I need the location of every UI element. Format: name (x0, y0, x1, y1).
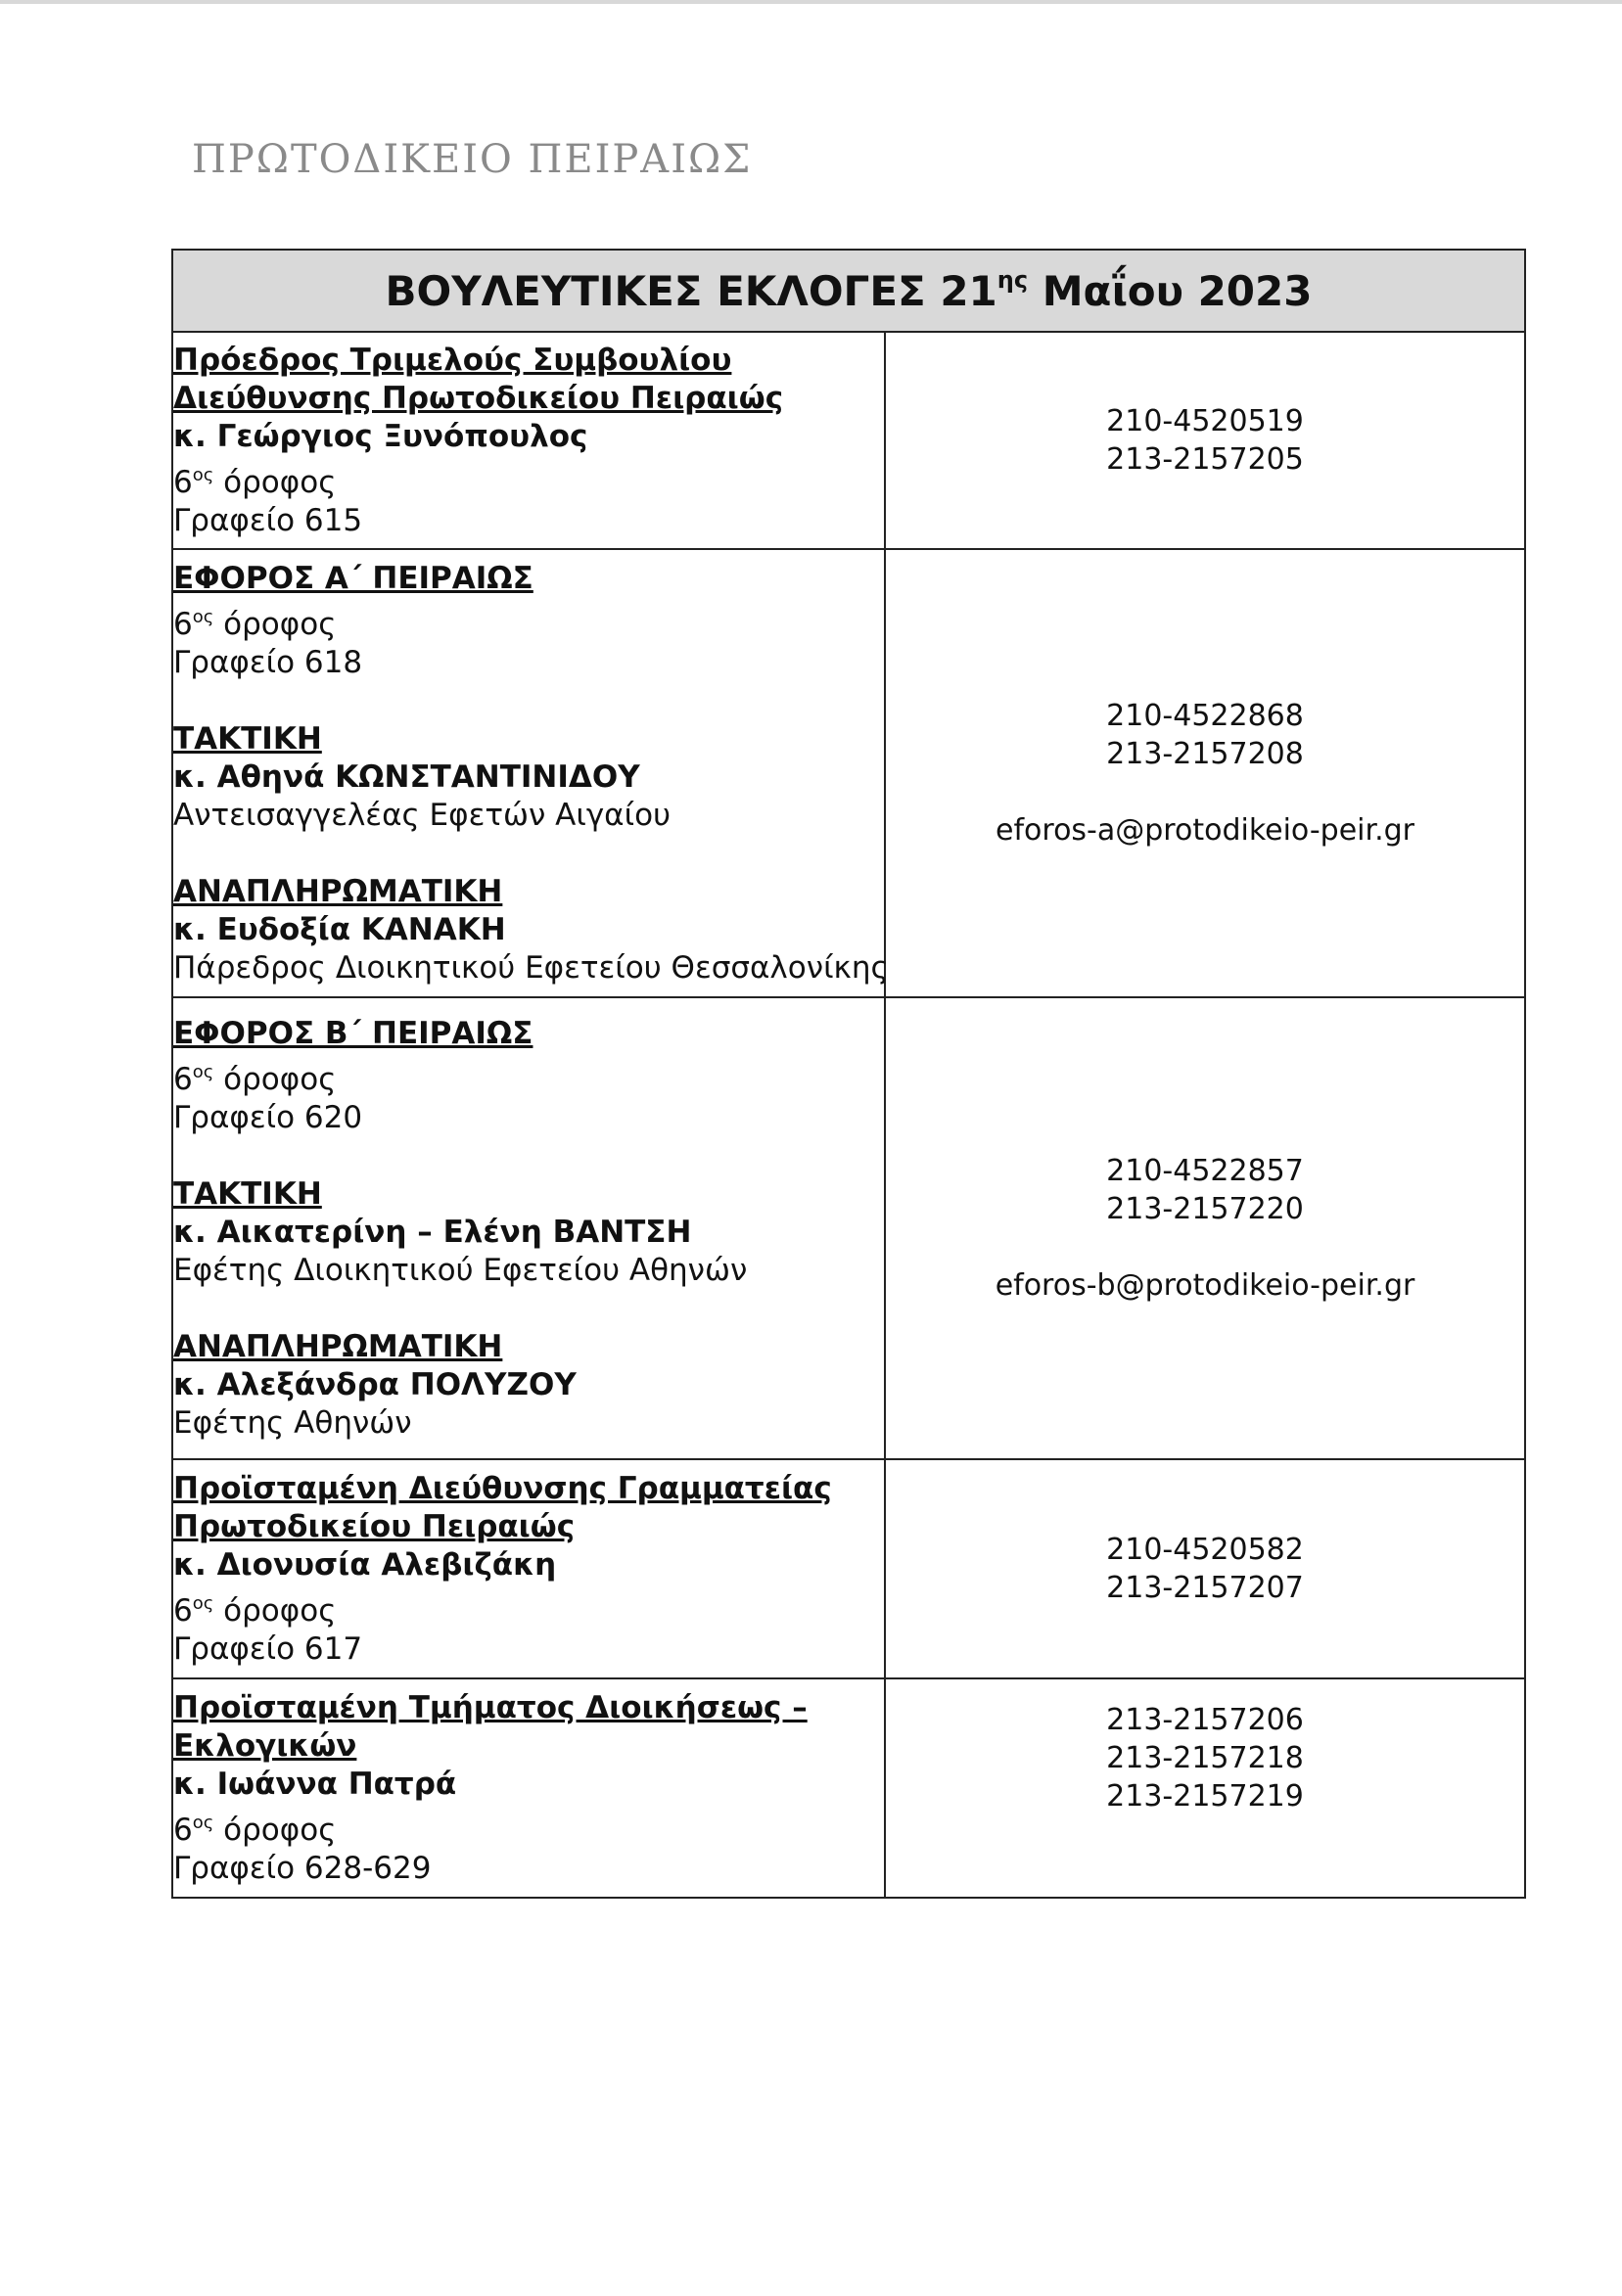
phone-number: 210-4522868 (1106, 699, 1304, 733)
phone-number: 213-2157219 (1106, 1779, 1304, 1814)
role-heading: ΕΦΟΡΟΣ Β΄ ΠΕΙΡΑΙΩΣ (173, 1015, 533, 1051)
contact-details-cell (172, 1678, 885, 1898)
office-label: Γραφείο 617 (173, 1630, 363, 1667)
phone-number: 210-4520519 (1106, 404, 1304, 438)
table-row (172, 997, 1525, 1459)
table-row (172, 549, 1525, 997)
office-label: Γραφείο 618 (173, 644, 363, 680)
floor-label: $6^{o\varsigma}$ όροφος (173, 464, 337, 500)
role-heading-line: Εκλογικών (173, 1727, 357, 1764)
office-label: Γραφείο 628-629 (173, 1850, 432, 1886)
contact-info-cell (885, 549, 1525, 997)
contact-info-cell (885, 332, 1525, 549)
contact-info-cell (885, 1678, 1525, 1898)
floor-label: $6^{o\varsigma}$ όροφος (173, 1061, 337, 1097)
role-heading: ΕΦΟΡΟΣ Α΄ ΠΕΙΡΑΙΩΣ (173, 560, 533, 596)
table-row (172, 1678, 1525, 1898)
regular-role: Εφέτης Διοικητικού Εφετείου Αθηνών (173, 1252, 748, 1288)
contact-details-cell (172, 332, 885, 549)
role-heading-line: Προϊσταμένη Τμήματος Διοικήσεως – (173, 1689, 808, 1725)
phone-number: 213-2157208 (1106, 737, 1304, 771)
person-name: κ. Διονυσία Αλεβιζάκη (173, 1546, 557, 1583)
floor-label: $6^{o\varsigma}$ όροφος (173, 1592, 337, 1629)
table-row (172, 1459, 1525, 1678)
phone-number: 213-2157205 (1106, 442, 1304, 477)
contact-details-cell (172, 997, 885, 1459)
phone-number: 213-2157207 (1106, 1571, 1304, 1605)
office-label: Γραφείο 620 (173, 1099, 363, 1135)
table-title-row (172, 250, 1525, 332)
table-row (172, 332, 1525, 549)
alternate-name: κ. Ευδοξία ΚΑΝΑΚΗ (173, 911, 506, 947)
office-label: Γραφείο 615 (173, 502, 363, 538)
person-name: κ. Γεώργιος Ξυνόπουλος (173, 418, 588, 454)
regular-name: κ. Αθηνά ΚΩΝΣΤΑΝΤΙΝΙΔΟΥ (173, 758, 640, 795)
table-title (172, 250, 1525, 332)
role-heading-line: Πρόεδρος Τριμελούς Συμβουλίου (173, 342, 732, 378)
alternate-role: Πάρεδρος Διοικητικού Εφετείου Θεσσαλονίκης (173, 949, 889, 986)
email-link[interactable]: eforos-a@protodikeio-peir.gr (996, 813, 1414, 848)
contact-details-cell (172, 549, 889, 997)
role-heading-line: Πρωτοδικείου Πειραιώς (173, 1508, 576, 1544)
regular-role: Αντεισαγγελέας Εφετών Αιγαίου (173, 797, 672, 833)
role-heading-line: Προϊσταμένη Διεύθυνσης Γραμματείας (173, 1470, 832, 1506)
contact-info-cell (885, 1459, 1525, 1678)
page-top-edge (0, 0, 1622, 4)
title-ordinal: ης (996, 266, 1029, 294)
regular-label: ΤΑΚΤΙΚΗ (173, 1175, 322, 1212)
election-contacts-table (171, 249, 1526, 1899)
phone-number: 213-2157206 (1106, 1703, 1304, 1737)
email-link[interactable]: eforos-b@protodikeio-peir.gr (995, 1268, 1415, 1303)
regular-label: ΤΑΚΤΙΚΗ (173, 720, 322, 757)
phone-number: 213-2157218 (1106, 1741, 1304, 1775)
title-suffix: Μαΐου 2023 (1028, 267, 1313, 315)
person-name: κ. Ιωάννα Πατρά (173, 1766, 457, 1802)
phone-number: 210-4522857 (1106, 1154, 1304, 1188)
phone-number: 213-2157220 (1106, 1192, 1304, 1226)
role-heading-line: Διεύθυνσης Πρωτοδικείου Πειραιώς (173, 380, 784, 416)
contact-info-cell (885, 997, 1525, 1459)
regular-name: κ. Αικατερίνη – Ελένη ΒΑΝΤΣΗ (173, 1214, 692, 1250)
contact-details-cell (172, 1459, 885, 1678)
floor-label: $6^{o\varsigma}$ όροφος (173, 1812, 337, 1848)
phone-number: 210-4520582 (1106, 1533, 1304, 1567)
alternate-name: κ. Αλεξάνδρα ΠΟΛΥΖΟΥ (173, 1366, 577, 1402)
alternate-label: ΑΝΑΠΛΗΡΩΜΑΤΙΚΗ (173, 873, 503, 909)
alternate-label: ΑΝΑΠΛΗΡΩΜΑΤΙΚΗ (173, 1328, 503, 1364)
floor-label: $6^{o\varsigma}$ όροφος (173, 606, 337, 642)
title-prefix: ΒΟΥΛΕΥΤΙΚΕΣ ΕΚΛΟΓΕΣ 21 (385, 267, 997, 315)
alternate-role: Εφέτης Αθηνών (173, 1404, 412, 1441)
court-header: ΠΡΩΤΟΔΙΚΕΙΟ ΠΕΙΡΑΙΩΣ (192, 137, 753, 182)
